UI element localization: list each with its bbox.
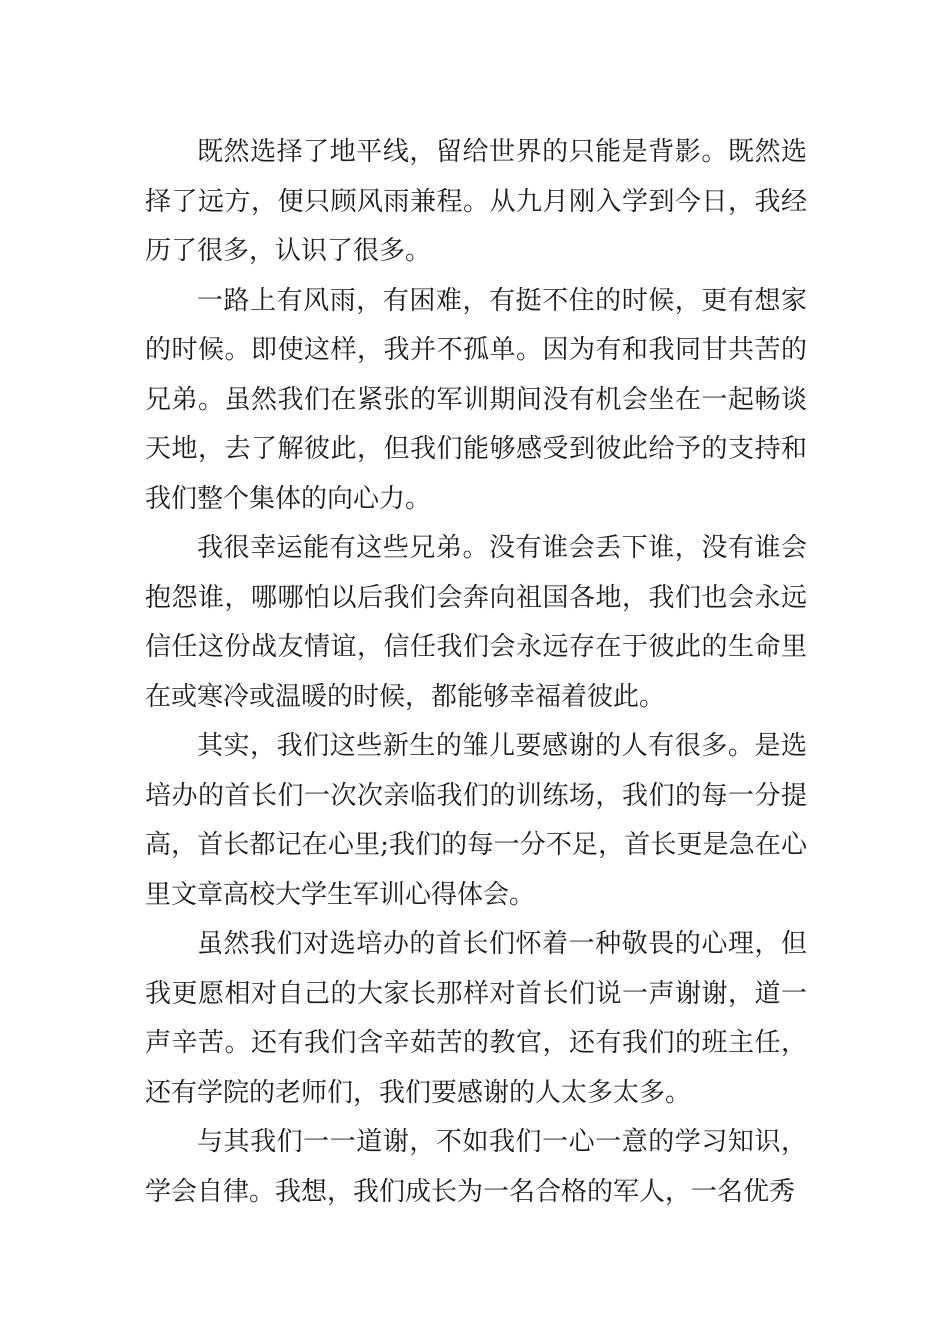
paragraph: 其实，我们这些新生的雏儿要感谢的人有很多。是选培办的首长们一次次亲临我们的训练场，我们的每一分提高，首长都记在心里;我们的每一分不足，首长更是急在心里文章高校大学生军训心得体会。 (145, 731, 807, 910)
paragraph: 虽然我们对选培办的首长们怀着一种敬畏的心理，但我更愿相对自己的大家长那样对首长们说一声谢谢，道一声辛苦。还有我们含辛茹苦的教官，还有我们的班主任，还有学院的老师们，我们要感谢的人太多太多。 (145, 929, 807, 1108)
paragraph: 我很幸运能有这些兄弟。没有谁会丢下谁，没有谁会抱怨谁，哪哪怕以后我们会奔向祖国各地，我们也会永远信任这份战友情谊，信任我们会永远存在于彼此的生命里在或寒冷或温暖的时候，都能够幸福着彼此。 (145, 533, 807, 712)
paragraph: 一路上有风雨，有困难，有挺不住的时候，更有想家的时候。即使这样，我并不孤单。因为有和我同甘共苦的兄弟。虽然我们在紧张的军训期间没有机会坐在一起畅谈天地，去了解彼此，但我们能够感受到彼此给予的支持和我们整个集体的向心力。 (145, 285, 807, 514)
paragraph: 既然选择了地平线，留给世界的只能是背影。既然选择了远方，便只顾风雨兼程。从九月刚入学到今日，我经历了很多，认识了很多。 (145, 137, 807, 266)
paragraph: 与其我们一一道谢，不如我们一心一意的学习知识，学会自律。我想，我们成长为一名合格的军人，一名优秀 (145, 1127, 807, 1207)
document-body (145, 128, 807, 1217)
